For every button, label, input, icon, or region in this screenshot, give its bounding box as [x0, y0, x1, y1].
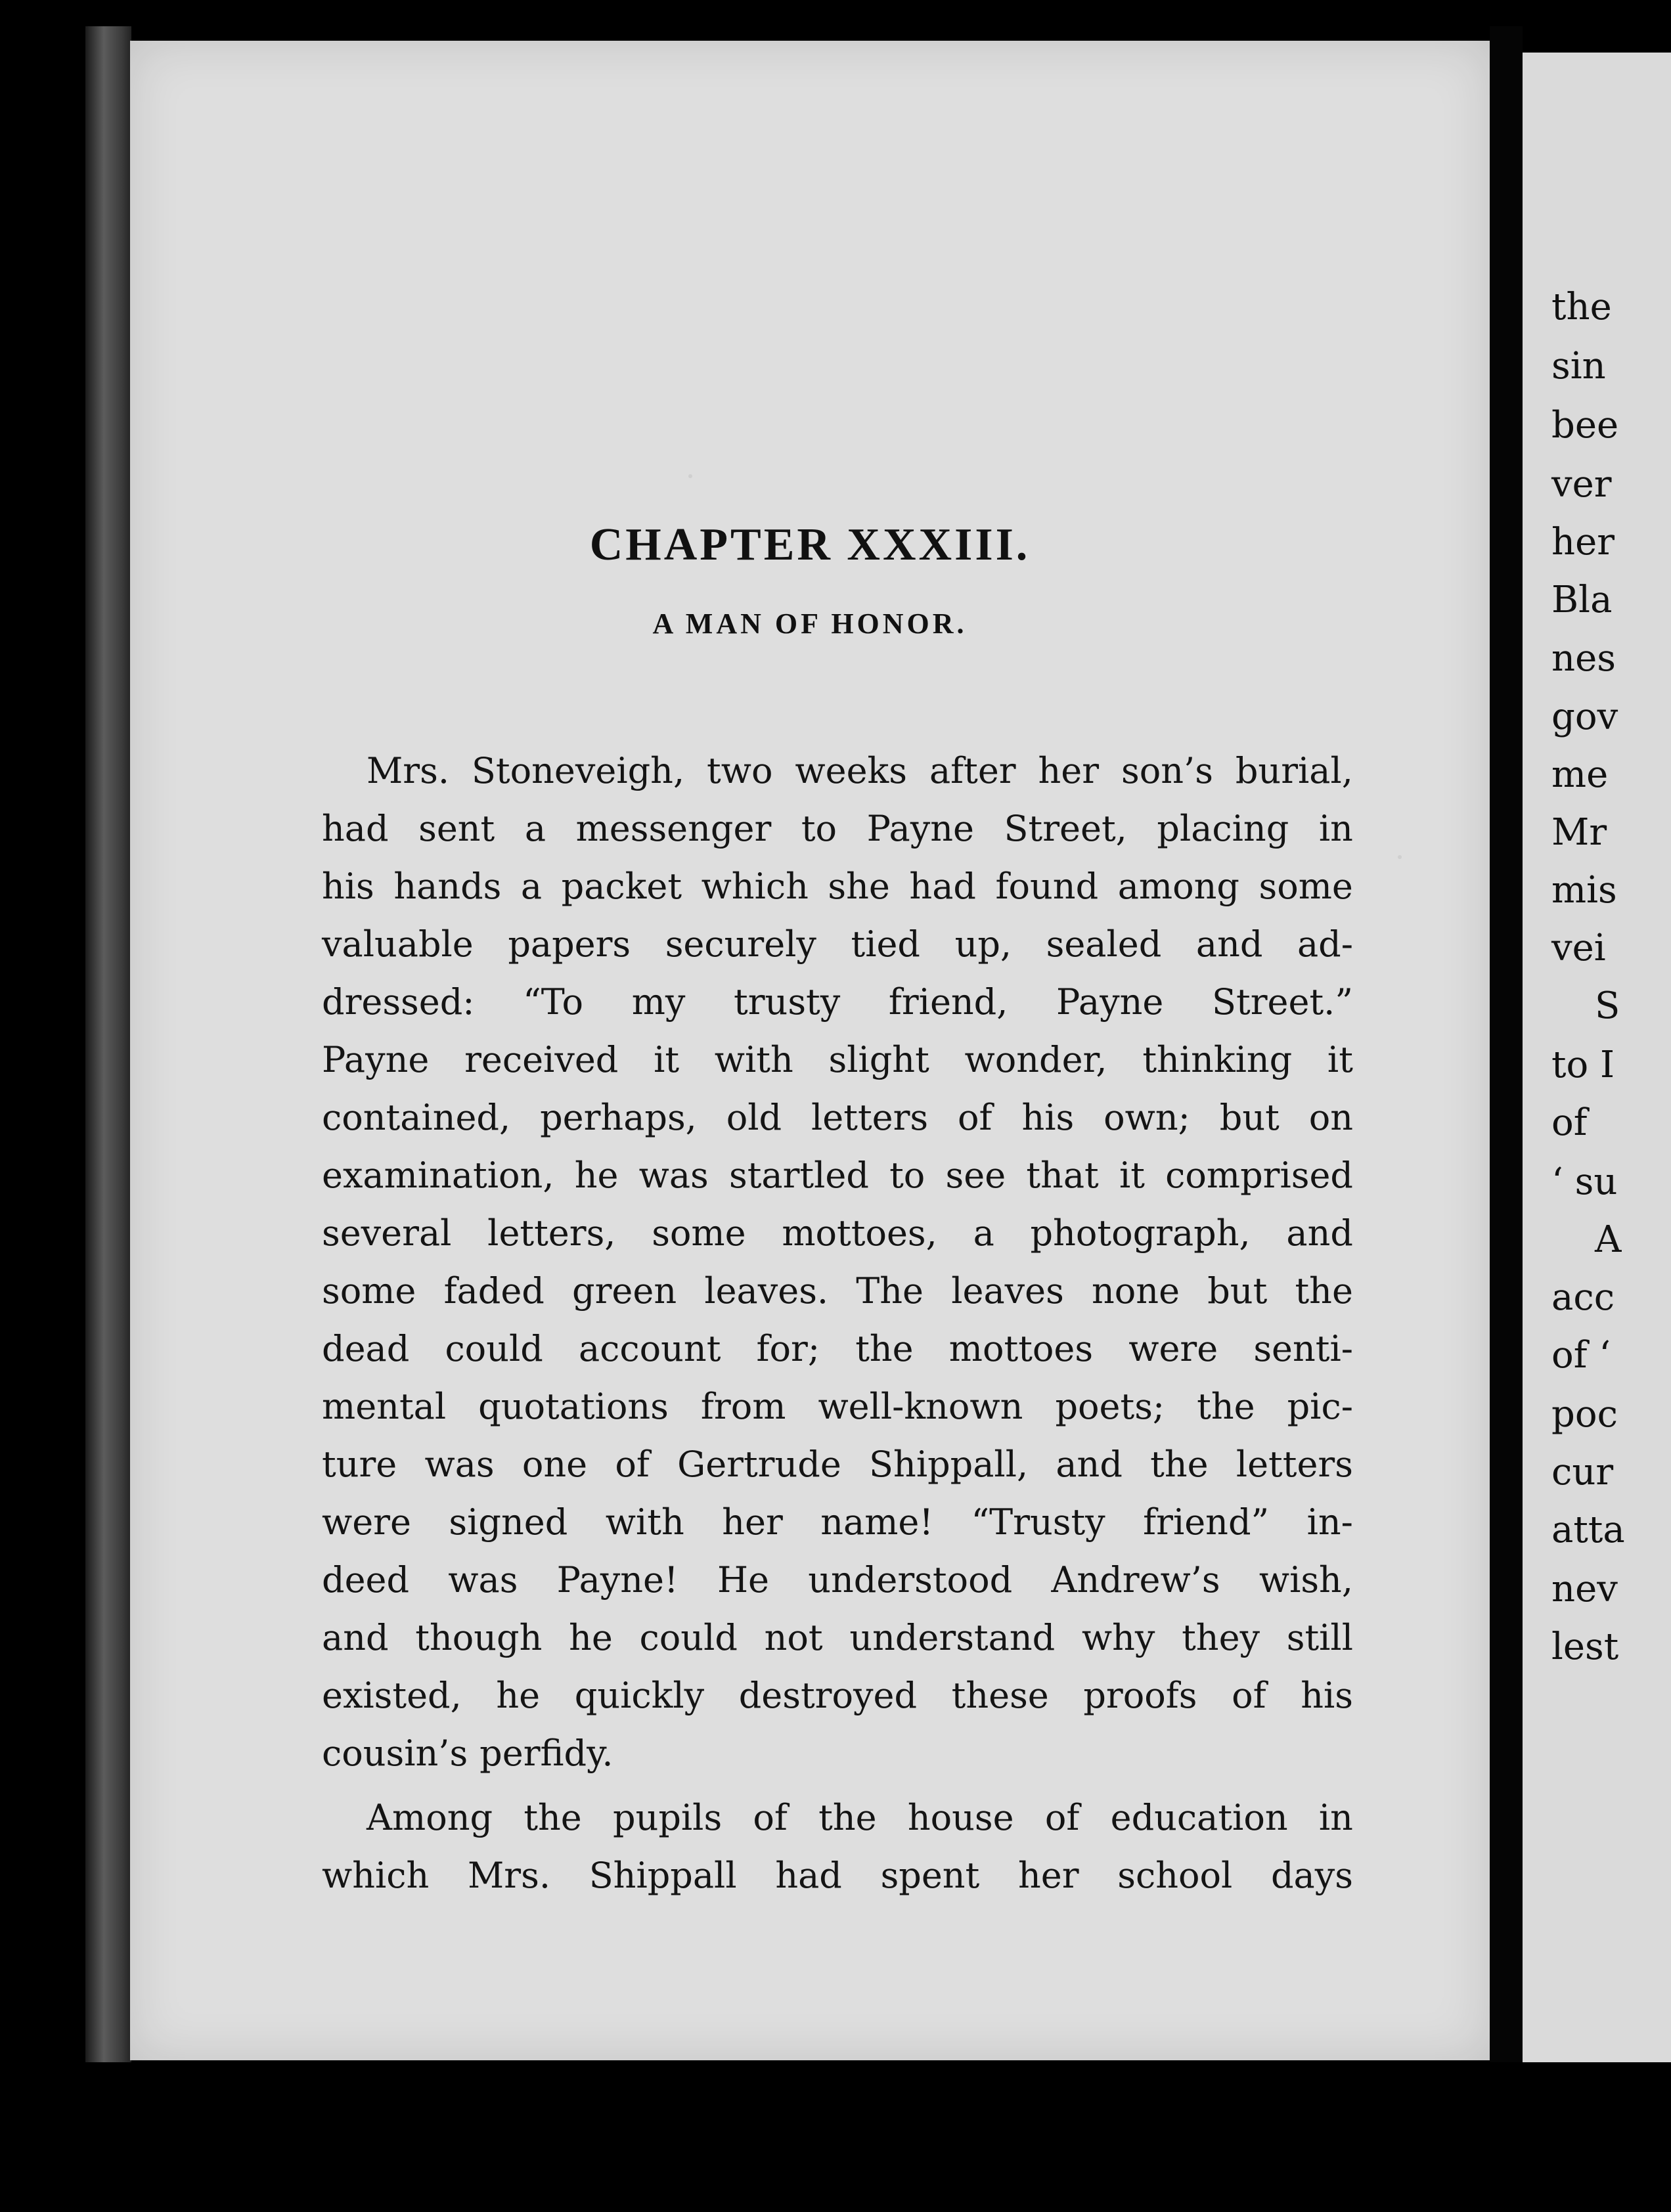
- text-line: and though he could not understand why they still: [322, 1617, 1353, 1658]
- facing-page-fragment: Bla: [1551, 579, 1613, 621]
- text-line: Mrs. Stoneveigh, two weeks after her son’s burial,: [367, 750, 1353, 791]
- page-gutter: [1490, 26, 1523, 2062]
- text-line: Payne received it with slight wonder, thinking it: [322, 1039, 1353, 1080]
- text-line: had sent a messenger to Payne Street, placing in: [322, 808, 1353, 849]
- facing-page-fragment: bee: [1551, 404, 1619, 447]
- facing-page-fragment: atta: [1551, 1509, 1625, 1551]
- text-line: several letters, some mottoes, a photograph, and: [322, 1212, 1353, 1254]
- facing-page-fragment: ‘ su: [1551, 1161, 1618, 1203]
- body-text: [322, 750, 1353, 1913]
- text-line: dead could account for; the mottoes were senti-: [322, 1328, 1353, 1369]
- text-line: deed was Payne! He understood Andrew’s wish,: [322, 1559, 1353, 1601]
- facing-page-fragment: poc: [1551, 1393, 1618, 1436]
- facing-page-fragment: nes: [1551, 637, 1616, 680]
- facing-page-fragment: cur: [1551, 1451, 1614, 1493]
- text-line: were signed with her name! “Trusty friend” in-: [322, 1501, 1353, 1543]
- text-line: cousin’s perfidy.: [322, 1733, 613, 1774]
- facing-page-fragment: me: [1551, 753, 1609, 796]
- text-line: examination, he was startled to see that it comprised: [322, 1155, 1353, 1196]
- facing-page-fragment: to I: [1551, 1044, 1615, 1086]
- facing-page-fragment: nev: [1551, 1568, 1618, 1610]
- scan-speck: [1398, 855, 1402, 859]
- text-line: dressed: “To my trusty friend, Payne Street.”: [322, 981, 1353, 1023]
- facing-page-fragment: ver: [1551, 463, 1612, 506]
- facing-page-fragment: acc: [1551, 1276, 1615, 1319]
- paragraph: [322, 1797, 1353, 1913]
- facing-page-fragment: her: [1551, 521, 1615, 564]
- text-line: contained, perhaps, old letters of his own; but on: [322, 1097, 1353, 1138]
- chapter-title: CHAPTER XXXIII.: [589, 520, 1031, 570]
- facing-page-fragment: mis: [1551, 869, 1617, 912]
- text-line: existed, he quickly destroyed these proofs of his: [322, 1675, 1353, 1716]
- chapter-subtitle: A MAN OF HONOR.: [652, 608, 968, 640]
- facing-page-fragment: S: [1595, 984, 1620, 1027]
- text-line: ture was one of Gertrude Shippall, and the letters: [322, 1444, 1353, 1485]
- text-line: Among the pupils of the house of education in: [367, 1797, 1353, 1838]
- facing-page-fragment: A: [1595, 1218, 1622, 1261]
- text-line: valuable papers securely tied up, sealed and ad-: [322, 923, 1353, 965]
- text-line: mental quotations from well-known poets; the pic-: [322, 1386, 1353, 1427]
- paragraph-gap: [322, 1790, 1353, 1797]
- facing-page: [1523, 53, 1671, 2062]
- facing-page-fragment: of: [1551, 1101, 1588, 1144]
- text-line: which Mrs. Shippall had spent her school days: [322, 1855, 1353, 1896]
- facing-page-fragment: gov: [1551, 696, 1618, 738]
- book-page: [130, 41, 1490, 2060]
- facing-page-fragment: Mr: [1551, 811, 1607, 854]
- facing-page-fragment: of ‘: [1551, 1334, 1611, 1377]
- text-line: his hands a packet which she had found among some: [322, 866, 1353, 907]
- book-edge: [85, 26, 131, 2062]
- facing-page-fragment: the: [1551, 286, 1612, 328]
- facing-page-fragment: vei: [1551, 927, 1606, 969]
- text-line: some faded green leaves. The leaves none but the: [322, 1270, 1353, 1312]
- facing-page-fragment: sin: [1551, 345, 1606, 387]
- scan-speck: [688, 474, 692, 478]
- paragraph: [322, 750, 1353, 1790]
- facing-page-fragment: lest: [1551, 1626, 1619, 1668]
